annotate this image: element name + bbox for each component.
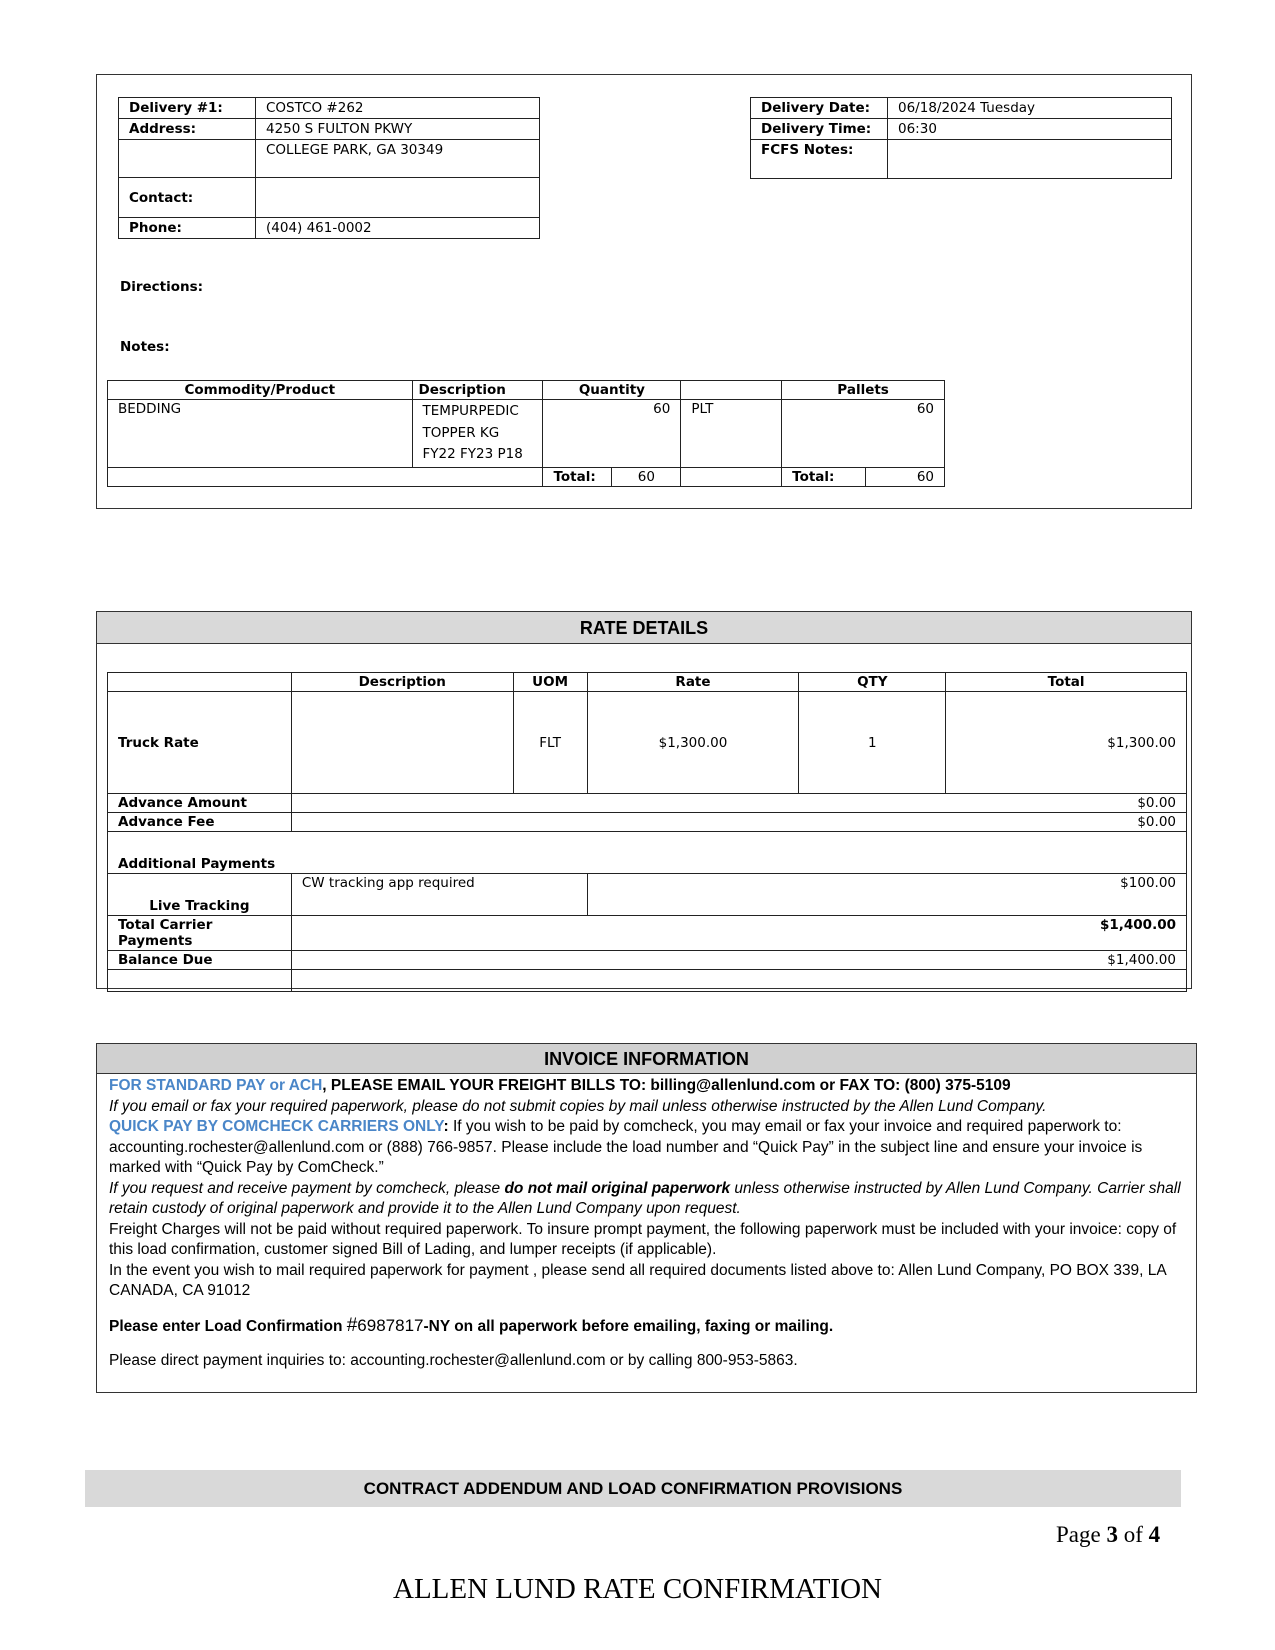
delivery-date-label: Delivery Date: [751,98,888,119]
contact-label: Contact: [119,178,256,218]
total-carrier-payments-label: Total Carrier Payments [108,916,292,951]
delivery-number-value: COSTCO #262 [256,98,540,119]
quantity-value: 60 [543,400,681,468]
directions-label: Directions: [120,279,204,295]
description-line: FY22 FY23 P18 [422,446,523,462]
pallets-total-value: 60 [866,467,945,486]
rate-col-qty: QTY [799,673,946,692]
freight-charges-paragraph: Freight Charges will not be paid without required paperwork. To insure prompt payment, the following paperwork must be included with your invoice: copy of this load confirmation, customer signed Bill of Lading, and lumper receipts (if applicable). [109,1220,1177,1258]
advance-amount-label: Advance Amount [108,794,292,813]
truck-rate-total: $1,300.00 [946,692,1187,794]
truck-rate-rate: $1,300.00 [587,692,799,794]
delivery-address-table [118,97,540,239]
page-total: 4 [1148,1522,1161,1547]
quick-pay-paragraph [109,1117,1184,1179]
rate-col-description: Description [291,673,513,692]
commodity-header: Commodity/Product [108,381,413,400]
delivery-section [96,74,1192,509]
load-confirmation-line [109,1316,1184,1338]
contact-value [256,178,540,218]
phone-value: (404) 461-0002 [256,218,540,239]
load-hash: # [346,1314,358,1336]
address-label: Address: [119,119,256,140]
quick-pay-text: If you wish to be paid by comcheck, you may email or fax your invoice and required paperwork to: accounting.rochester@allenlund.com or (888) 766-9857. Please include the load number and “Quick Pay” in the subject line and ensure your invoice is marked with “Quick Pay by ComCheck.” [109,1118,1143,1176]
page-prefix: Page [1056,1522,1107,1547]
invoice-body [97,1074,1196,1374]
page-current: 3 [1106,1522,1118,1547]
comcheck-paragraph [109,1179,1184,1220]
spacer [109,1337,1184,1351]
notes-label: Notes: [120,339,170,355]
invoice-information-section [96,1043,1197,1393]
truck-rate-uom: FLT [513,692,587,794]
live-tracking-description: CW tracking app required [291,874,587,916]
rate-details-header: RATE DETAILS [97,612,1191,644]
balance-due-value: $1,400.00 [291,951,1186,970]
truck-rate-label: Truck Rate [108,692,292,794]
standard-pay-line [109,1076,1184,1097]
comcheck-text-pre: If you request and receive payment by comcheck, please [109,1179,505,1197]
delivery-time-label: Delivery Time: [751,119,888,140]
mail-paragraph: In the event you wish to mail required paperwork for payment , please send all required documents listed above to: Allen Lund Company, PO BOX 339, LA CANADA, CA 91012 [109,1261,1166,1299]
invoice-information-header: INVOICE INFORMATION [97,1044,1196,1074]
comcheck-text-bold: do not mail original paperwork [504,1179,731,1197]
load-text-post: -NY on all paperwork before emailing, faxing or mailing. [423,1317,834,1335]
rate-col-uom: UOM [513,673,587,692]
contract-addendum-header: CONTRACT ADDENDUM AND LOAD CONFIRMATION PROVISIONS [85,1470,1181,1507]
truck-rate-description [291,692,513,794]
pallets-value: 60 [782,400,945,468]
pallets-total-label: Total: [782,467,866,486]
address-blank-label [119,140,256,178]
truck-rate-qty: 1 [799,692,946,794]
load-text-pre: Please enter Load Confirmation [109,1317,347,1335]
rate-header-blank [108,673,292,692]
page-of: of [1117,1522,1149,1547]
delivery-date-value: 06/18/2024 Tuesday [888,98,1172,119]
live-tracking-label: Live Tracking [108,874,292,916]
advance-fee-value: $0.00 [291,813,1186,832]
quantity-unit: PLT [681,400,782,468]
rate-col-total: Total [946,673,1187,692]
delivery-number-label: Delivery #1: [119,98,256,119]
total-carrier-payments-value: $1,400.00 [291,916,1186,951]
balance-due-label: Balance Due [108,951,292,970]
commodity-total-blank [108,467,543,486]
quantity-total-blank [681,467,782,486]
live-tracking-amount: $100.00 [587,874,1186,916]
address-line1: 4250 S FULTON PKWY [256,119,540,140]
quantity-total-label: Total: [543,467,612,486]
fcfs-notes-value [888,140,1172,179]
standard-pay-text: , PLEASE EMAIL YOUR FREIGHT BILLS TO: billing@allenlund.com or FAX TO: (800) 375-5109 [322,1077,1011,1094]
comcheck-text-post: unless otherwise instructed by Allen Lund Company. Carrier shall retain custody of original paperwork and provide it to the Allen Lund Company upon request. [109,1179,1181,1217]
quick-pay-label: QUICK PAY BY COMCHECK CARRIERS ONLY [109,1118,444,1135]
quick-pay-colon: : [443,1118,449,1135]
standard-pay-label: FOR STANDARD PAY or ACH [109,1077,323,1094]
rate-col-rate: Rate [587,673,799,692]
page-number [1056,1522,1160,1548]
description-line: TOPPER KG [422,424,500,441]
rate-blank-row-cell [108,970,292,992]
commodity-table [107,380,945,487]
fcfs-notes-label: FCFS Notes: [751,140,888,179]
additional-payments-label: Additional Payments [108,832,1187,874]
delivery-time-value: 06:30 [888,119,1172,140]
description-line: TEMPURPEDIC [422,403,519,419]
pallets-header: Pallets [782,381,945,400]
delivery-date-table [750,97,1172,179]
quantity-header-spacer [681,381,782,400]
phone-label: Phone: [119,218,256,239]
advance-fee-label: Advance Fee [108,813,292,832]
rate-blank-row-cell [291,970,1186,992]
commodity-product: BEDDING [108,400,413,468]
rate-details-section [96,611,1192,989]
load-number: 6987817 [357,1315,424,1335]
email-note: If you email or fax your required paperwork, please do not submit copies by mail unless otherwise instructed by the Allen Lund Company. [109,1097,1047,1115]
advance-amount-value: $0.00 [291,794,1186,813]
commodity-description [412,400,543,468]
payment-inquiries: Please direct payment inquiries to: accounting.rochester@allenlund.com or by calling 800-953-5863. [109,1352,798,1369]
address-line2: COLLEGE PARK, GA 30349 [256,140,540,178]
footer-title: ALLEN LUND RATE CONFIRMATION [393,1573,882,1605]
spacer [109,1302,1184,1316]
description-header: Description [412,381,543,400]
rate-table [107,672,1187,992]
quantity-total-value: 60 [612,467,681,486]
quantity-header: Quantity [543,381,681,400]
